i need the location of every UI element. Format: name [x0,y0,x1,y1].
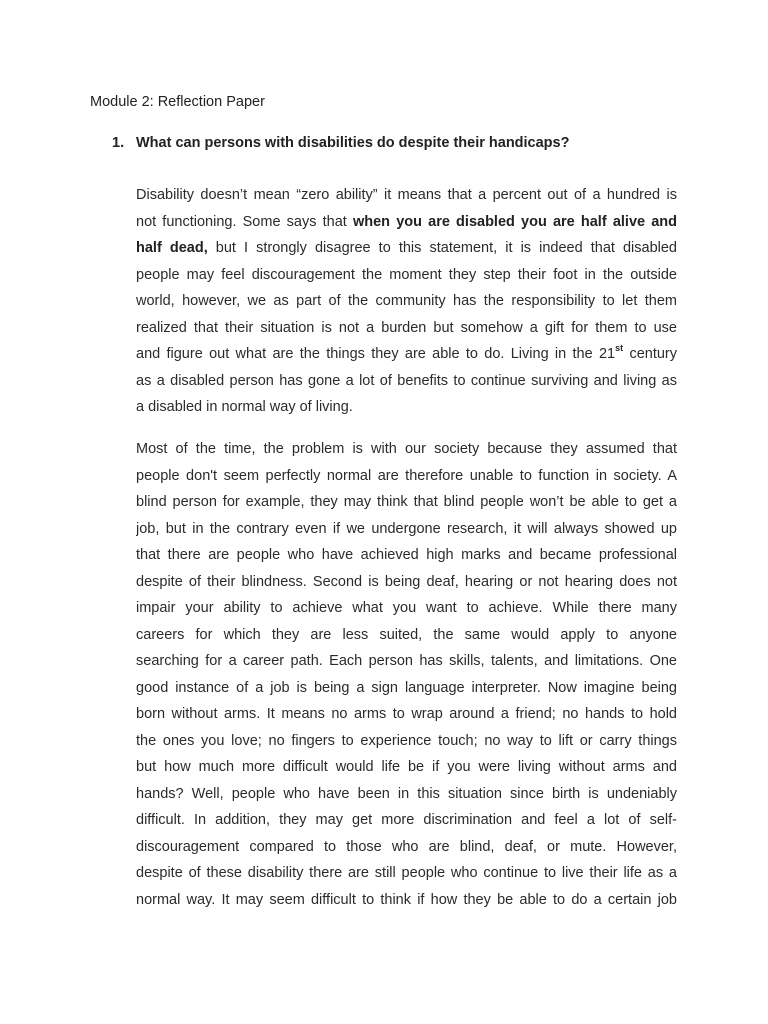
paragraph-line: careers for which they are less suited, the same would apply to anyone [136,626,677,643]
paragraph-line: but how much more difficult would life be if you were living without arms and [136,759,677,775]
paragraph-line: job, but in the contrary even if we undergone research, it will always showed up [136,520,677,537]
paragraph-line [136,235,677,262]
module-title: Module 2: Reflection Paper [90,94,265,110]
paragraph-line: hands? Well, people who have been in this situation since birth is undeniably [136,785,677,802]
paragraph-line: despite of these disability there are still people who continue to live their life as a [136,865,677,881]
paragraph-line: blind person for example, they may think that blind people won’t be able to get a [136,494,677,510]
paragraph-1 [136,182,677,421]
paragraph-line: normal way. It may seem difficult to think if how they be able to do a certain job [136,891,677,908]
paragraph-line: Most of the time, the problem is with our society because they assumed that [136,441,677,457]
superscript: st [615,343,624,354]
text-run: not functioning. Some says that [136,213,353,230]
paragraph-line: impair your ability to achieve what you want to achieve. While there many [136,600,677,616]
bold-quote-end: half dead, [136,240,208,256]
paragraph-line [136,341,677,368]
paragraph-line: people may feel discouragement the moment they step their foot in the outside [136,266,677,283]
text-run: but I strongly disagree to this statement, it is indeed that disabled [207,240,677,256]
text-run: century [623,346,677,362]
paragraph-line: as a disabled person has gone a lot of benefits to continue surviving and living as [136,372,677,389]
paragraph-line: good instance of a job is being a sign language interpreter. Now imagine being [136,679,677,696]
paragraph-line: difficult. In addition, they may get more discrimination and feel a lot of self- [136,812,677,828]
paragraph-line: world, however, we as part of the community has the responsibility to let them [136,293,677,309]
paragraph-line: that there are people who have achieved high marks and became professional [136,547,677,563]
paragraph-line: a disabled in normal way of living. [136,399,353,415]
paragraph-line: the ones you love; no fingers to experience touch; no way to lift or carry things [136,732,677,749]
paragraph-line: despite of their blindness. Second is being deaf, hearing or not hearing does not [136,573,677,590]
question-text: What can persons with disabilities do despite their handicaps? [136,135,570,151]
paragraph-line [136,209,677,236]
paragraph-line: realized that their situation is not a burden but somehow a gift for them to use [136,319,677,336]
paragraph-line: Disability doesn’t mean “zero ability” it means that a percent out of a hundred is [136,187,677,203]
question-heading [112,133,569,153]
paragraph-2 [136,436,677,913]
bold-quote: when you are disabled you are half alive and [352,213,677,230]
text-run: and figure out what are the things they are able to do. Living in the 21 [136,346,616,362]
paragraph-line: people don't seem perfectly normal are therefore unable to function in society. A [136,467,677,484]
paragraph-line: searching for a career path. Each person has skills, talents, and limitations. One [136,653,677,669]
question-number: 1. [112,135,125,151]
paragraph-line: born without arms. It means no arms to wrap around a friend; no hands to hold [136,706,677,722]
paragraph-line: discouragement compared to those who are blind, deaf, or mute. However, [136,838,677,855]
